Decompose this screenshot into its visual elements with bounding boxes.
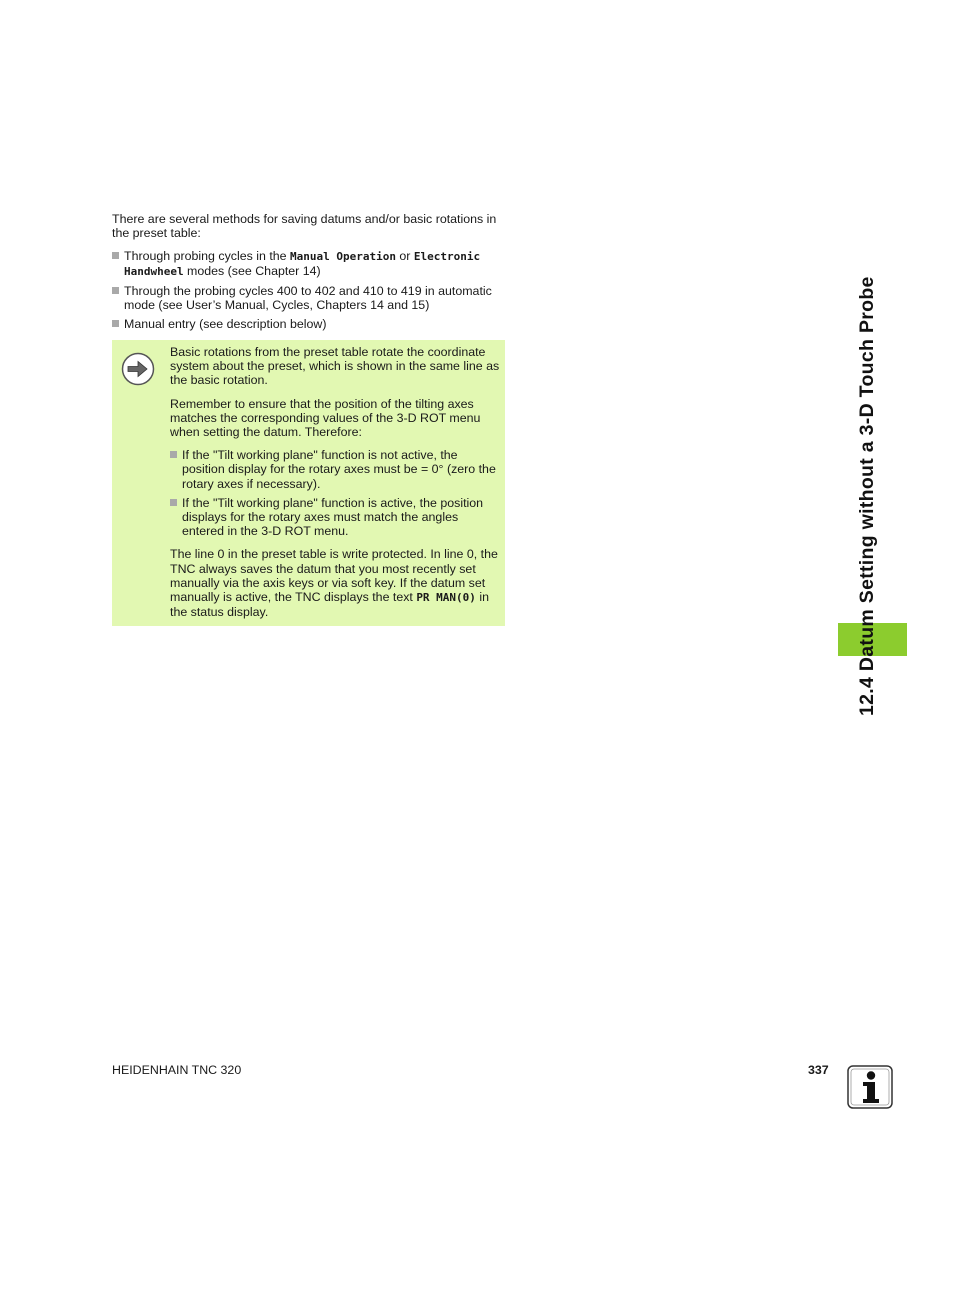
list-item bbox=[170, 448, 500, 491]
bullet-square-icon bbox=[170, 499, 177, 506]
list-item-text: Manual entry (see description below) bbox=[124, 317, 327, 331]
note-text: The line 0 in the preset table is write protected. In line 0, the TNC always saves the datum that you most recently set manually via the axis keys or via soft key. If the datum set manually is active, the TNC displays the text bbox=[170, 547, 498, 605]
list-item bbox=[112, 249, 508, 279]
methods-list bbox=[112, 249, 508, 336]
list-item bbox=[112, 317, 508, 331]
note-sublist bbox=[170, 448, 500, 538]
page-number: 337 bbox=[808, 1063, 829, 1077]
note-paragraph: Remember to ensure that the position of the tilting axes matches the corresponding values of the 3-D ROT menu when setting the datum. Therefore: bbox=[170, 396, 481, 440]
list-item-text: modes (see Chapter 14) bbox=[183, 264, 321, 278]
intro-paragraph: There are several methods for saving datums and/or basic rotations in the preset table: bbox=[112, 212, 497, 240]
note-paragraph bbox=[170, 547, 500, 619]
list-item bbox=[112, 284, 508, 312]
footer-product-name: HEIDENHAIN TNC 320 bbox=[112, 1063, 242, 1077]
bullet-square-icon bbox=[112, 252, 119, 259]
code-pr-man: PR MAN(0) bbox=[416, 591, 476, 605]
code-manual-operation: Manual Operation bbox=[290, 250, 396, 263]
bullet-square-icon bbox=[112, 320, 119, 327]
list-item-text: If the "Tilt working plane" function is active, the position displays for the rotary axes must match the angles entered in the 3-D ROT menu. bbox=[182, 495, 484, 539]
bullet-square-icon bbox=[170, 451, 177, 458]
list-item-text: If the "Tilt working plane" function is not active, the position display for the rotary axes must be = 0° (zero the rotary axes if necessary). bbox=[182, 448, 496, 491]
note-text: in the status display. bbox=[170, 590, 490, 620]
list-item-text: Through the probing cycles 400 to 402 and 410 to 419 in automatic mode (see User’s Manual, Cycles, Chapters 14 and 15) bbox=[124, 284, 492, 312]
note-paragraph: Basic rotations from the preset table rotate the coordinate system about the preset, which is shown in the same line as the basic rotation. bbox=[170, 345, 500, 388]
info-icon bbox=[846, 1064, 894, 1110]
list-item-text: Through probing cycles in the bbox=[124, 249, 290, 263]
list-item-text: or bbox=[395, 249, 414, 263]
code-electronic-handwheel: Electronic Handwheel bbox=[124, 250, 481, 278]
arrow-right-icon bbox=[121, 352, 155, 386]
list-item bbox=[170, 496, 500, 539]
bullet-square-icon bbox=[112, 287, 119, 294]
chapter-section-title: 12.4 Datum Setting without a 3-D Touch Probe bbox=[856, 276, 878, 716]
note-box bbox=[112, 340, 505, 626]
note-body bbox=[170, 345, 500, 628]
